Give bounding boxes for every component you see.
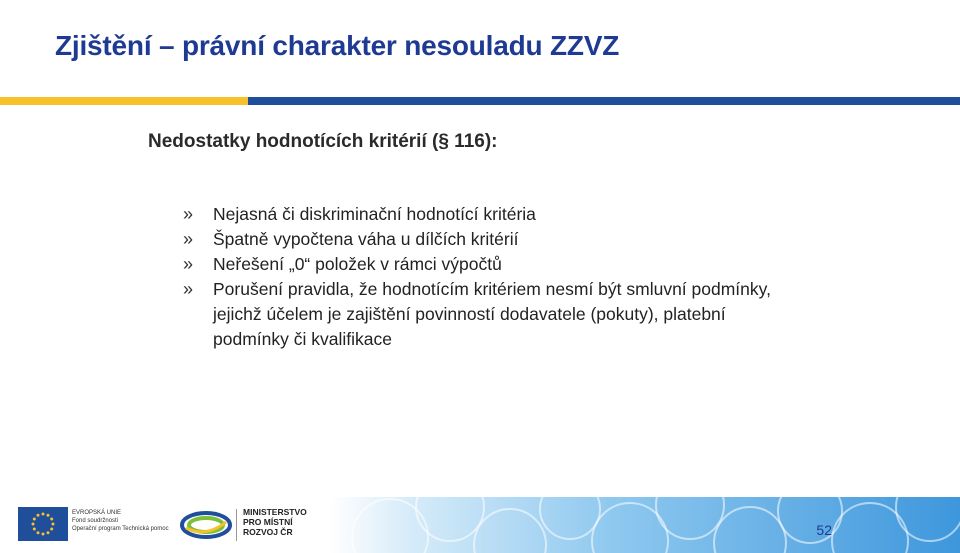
list-item-text: Porušení pravidla, že hodnotícím kritériem nesmí být smluvní podmínky, jejichž účelem je zajištění povinností dodavatele (pokuty), platební podmínky či kvalifikace — [213, 279, 771, 349]
title-underline-bar — [0, 97, 960, 105]
ministry-logo-icon — [180, 508, 232, 542]
page-number: 52 — [816, 522, 832, 538]
eu-stars-icon — [18, 507, 68, 541]
list-item — [180, 252, 780, 277]
eu-logo-line: Operační program Technická pomoc — [72, 526, 169, 532]
decorative-circles-icon — [330, 497, 960, 553]
list-item-text: Špatně vypočtena váha u dílčích kritérií — [213, 229, 519, 249]
slide-title: Zjištění – právní charakter nesouladu ZZVZ — [55, 30, 620, 61]
section-heading: Nedostatky hodnotících kritérií (§ 116): — [148, 131, 498, 152]
bullet-marker: » — [183, 204, 194, 224]
bullet-list — [180, 202, 780, 352]
list-item-text: Nejasná či diskriminační hodnotící kritéria — [213, 204, 536, 224]
eu-logo-line: EVROPSKÁ UNIE — [72, 510, 122, 516]
ministry-logo-text — [243, 507, 307, 537]
title-bar-blue-segment — [248, 97, 960, 105]
list-item — [180, 227, 780, 252]
ministry-logo-line: ROZVOJ ČR — [243, 527, 293, 537]
title-bar-yellow-segment — [0, 97, 248, 105]
bullet-marker: » — [183, 229, 194, 249]
eu-logo-line: Fond soudržnosti — [72, 518, 119, 524]
bullet-marker: » — [183, 279, 194, 299]
list-item — [180, 277, 780, 352]
footer-decorative-band — [330, 497, 960, 553]
bullet-marker: » — [183, 254, 194, 274]
eu-flag-logo — [18, 507, 68, 541]
list-item-text: Neřešení „0“ položek v rámci výpočtů — [213, 254, 502, 274]
list-item — [180, 202, 780, 227]
ministry-logo-line: PRO MÍSTNÍ — [243, 517, 293, 527]
eu-logo-text — [72, 509, 169, 533]
ministry-logo-line: MINISTERSTVO — [243, 507, 307, 517]
logo-divider — [236, 509, 237, 541]
